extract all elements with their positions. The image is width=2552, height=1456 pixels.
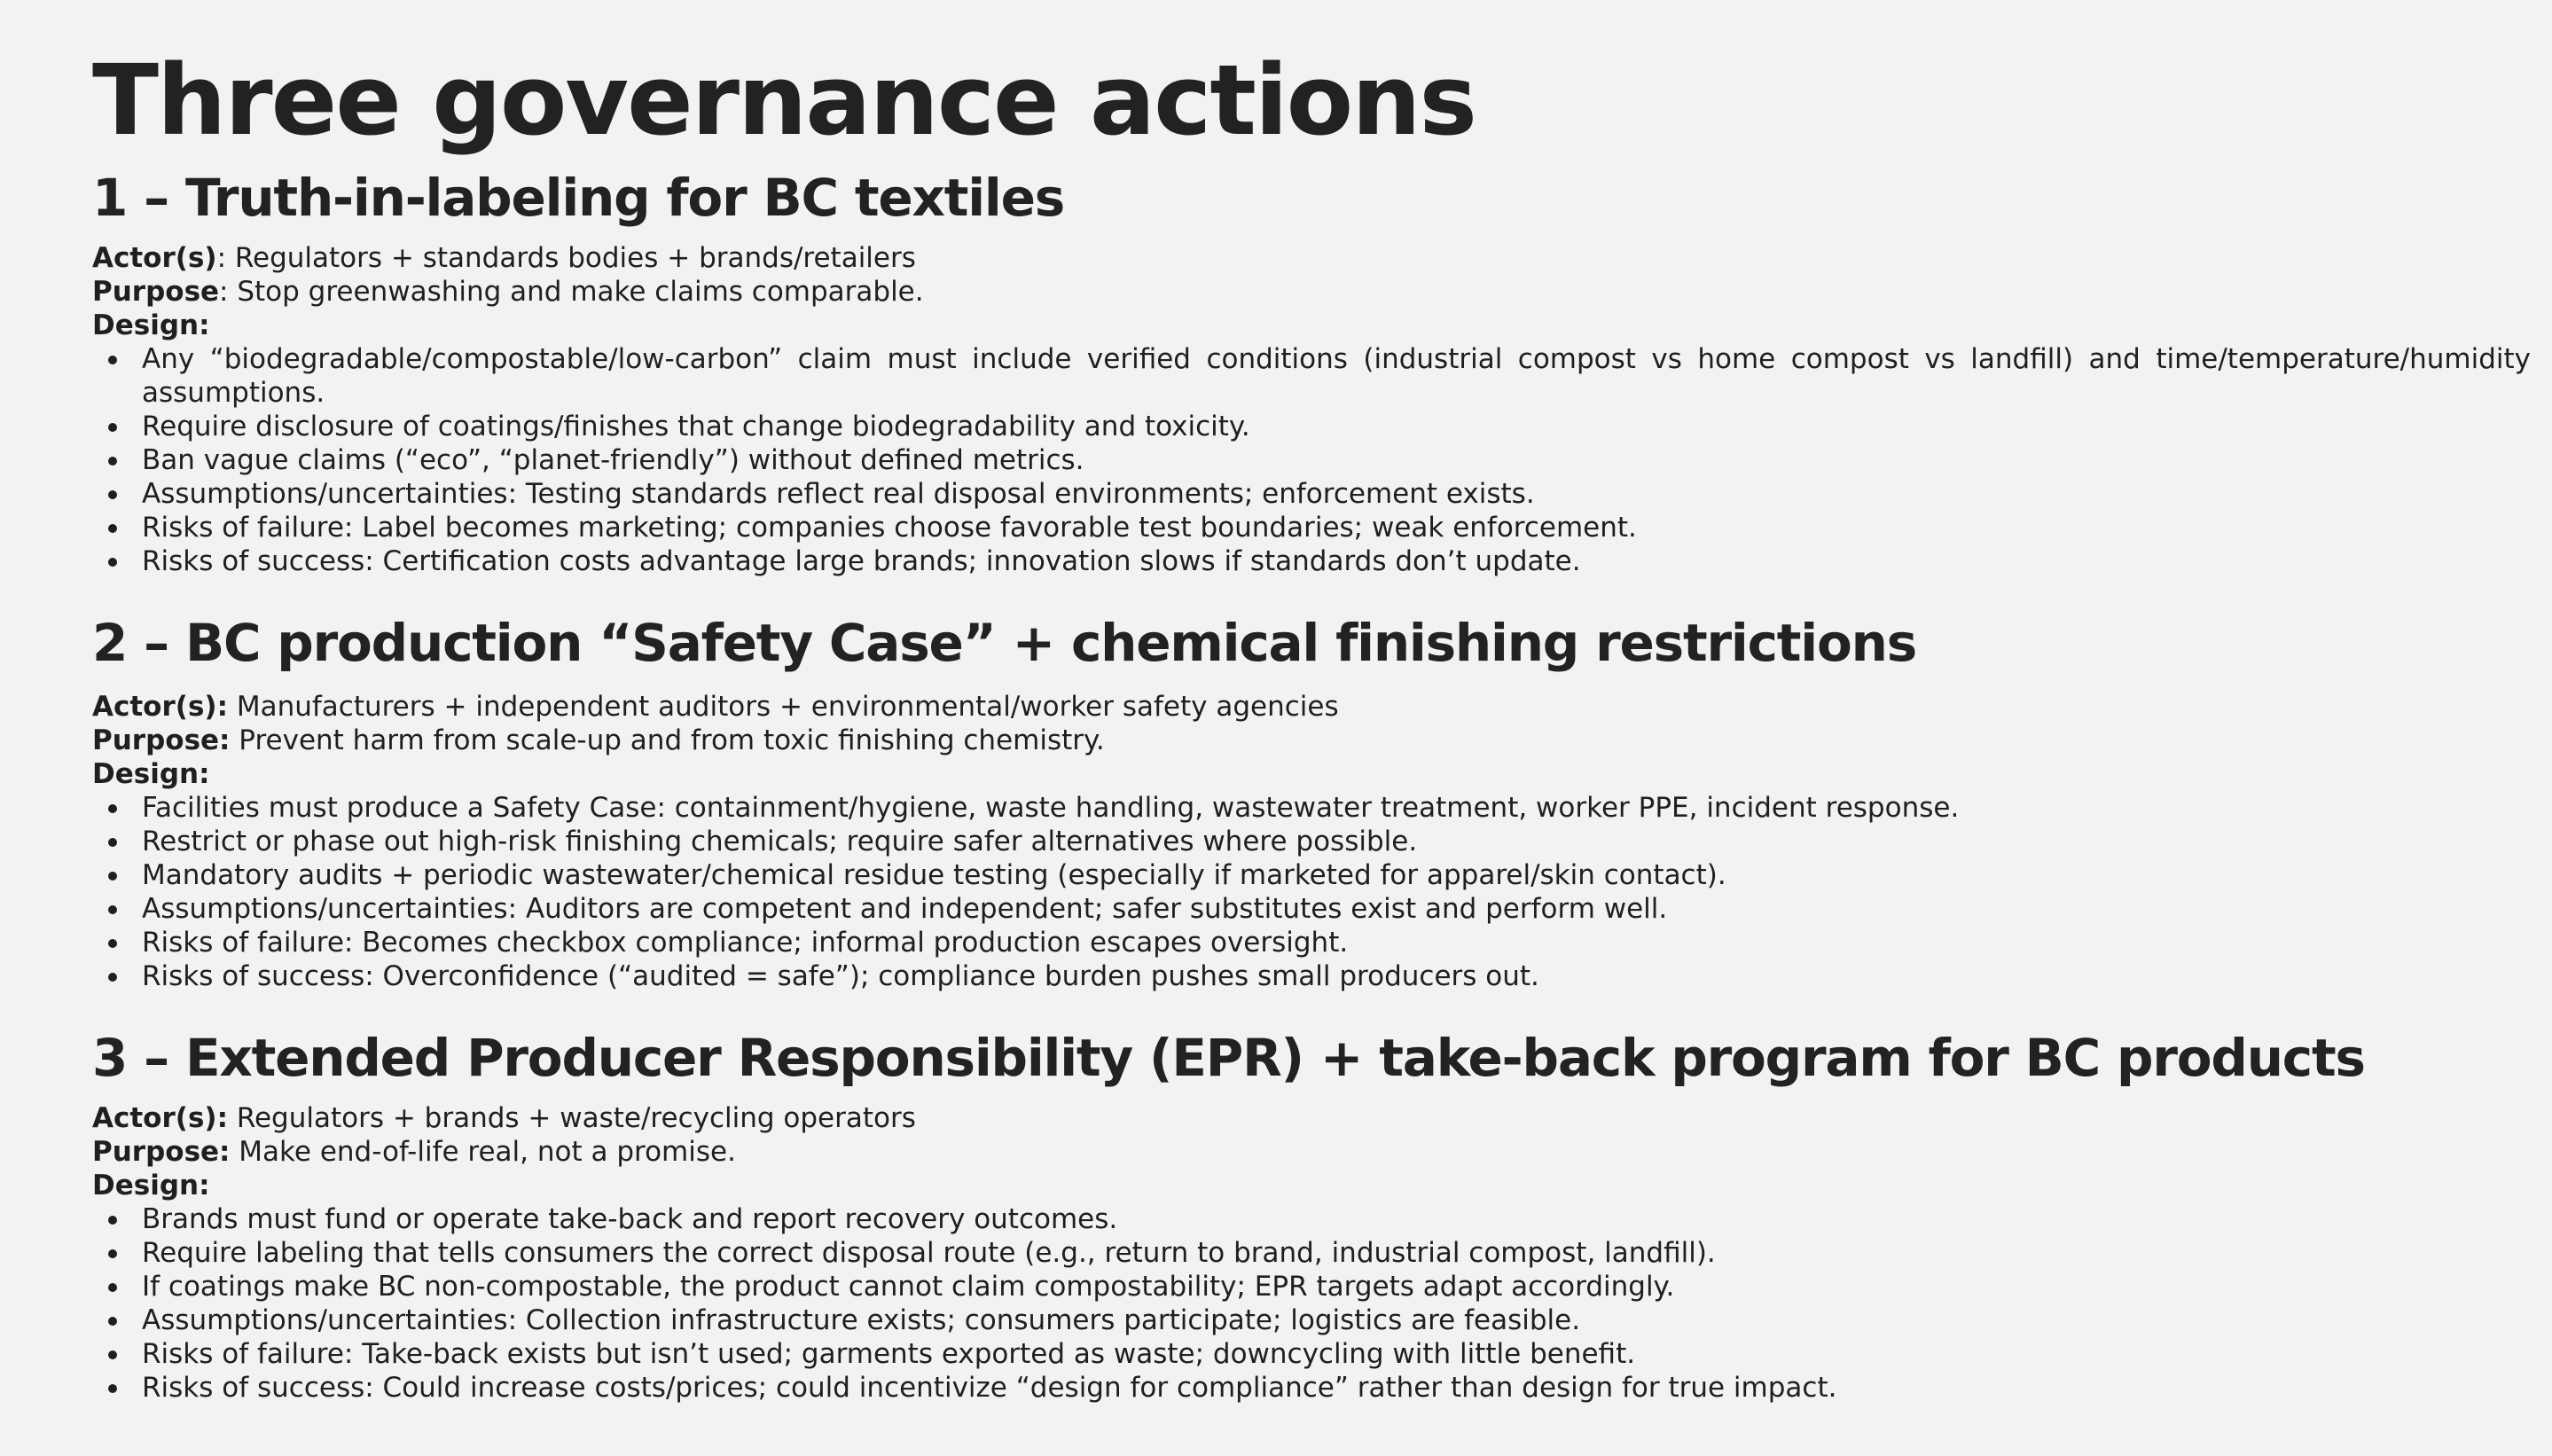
actor-separator: :: [216, 242, 227, 274]
list-item: Any “biodegradable/compostable/low-carbon” claim must include verified conditions (industrial compost vs home compost vs landfill) and time/temperature/humidity assumptions.: [92, 342, 2540, 410]
list-item: Risks of failure: Becomes checkbox compliance; informal production escapes oversight.: [92, 926, 2540, 959]
section-heading: 3 – Extended Producer Responsibility (EPR) + take-back program for BC products: [92, 1028, 2365, 1088]
slide: [92, 43, 2540, 1405]
purpose-label: Purpose: [92, 276, 220, 308]
actor-line: [92, 241, 2540, 275]
purpose-text: Stop greenwashing and make claims comparable.: [228, 276, 924, 308]
purpose-separator: :: [219, 1136, 231, 1168]
list-item: Risks of success: Overconfidence (“audited = safe”); compliance burden pushes small producers out.: [92, 959, 2540, 993]
list-item: Brands must fund or operate take-back and report recovery outcomes.: [92, 1202, 2540, 1236]
list-item: Restrict or phase out high-risk finishing chemicals; require safer alternatives where possible.: [92, 825, 2540, 858]
design-line: [92, 757, 2540, 791]
list-item: Risks of failure: Label becomes marketing; companies choose favorable test boundaries; weak enforcement.: [92, 511, 2540, 544]
actor-text: Manufacturers + independent auditors + environmental/worker safety agencies: [227, 691, 1339, 723]
design-line: [92, 1169, 2540, 1202]
purpose-line: [92, 1135, 2540, 1169]
section-heading: 2 – BC production “Safety Case” + chemical finishing restrictions: [92, 613, 1917, 673]
purpose-label-text: Purpose: [92, 1136, 220, 1168]
list-item: If coatings make BC non-compostable, the product cannot claim compostability; EPR targets adapt accordingly.: [92, 1270, 2540, 1303]
purpose-separator: :: [219, 724, 231, 756]
list-item: Assumptions/uncertainties: Auditors are competent and independent; safer substitutes exist and perform well.: [92, 892, 2540, 926]
list-item: Require labeling that tells consumers the correct disposal route (e.g., return to brand, industrial compost, landfill).: [92, 1236, 2540, 1270]
design-line: [92, 309, 2540, 342]
list-item: Risks of success: Certification costs advantage large brands; innovation slows if standards don’t update.: [92, 544, 2540, 578]
actor-label: Actor(s): [92, 242, 217, 274]
actor-label-text: Actor(s): [92, 691, 217, 723]
purpose-label: [92, 1136, 230, 1168]
purpose-line: [92, 275, 2540, 309]
list-item: Assumptions/uncertainties: Collection infrastructure exists; consumers participate; logistics are feasible.: [92, 1303, 2540, 1337]
purpose-text: Prevent harm from scale-up and from toxic finishing chemistry.: [230, 724, 1105, 756]
design-label: Design:: [92, 309, 210, 341]
design-label: Design:: [92, 1170, 210, 1202]
actor-separator: :: [216, 1102, 228, 1134]
actor-label: [92, 1102, 228, 1134]
purpose-separator: :: [219, 276, 229, 308]
purpose-label-text: Purpose: [92, 724, 220, 756]
actor-label: [92, 691, 228, 723]
list-item: Mandatory audits + periodic wastewater/chemical residue testing (especially if marketed for apparel/skin contact).: [92, 858, 2540, 892]
purpose-label: [92, 724, 230, 756]
purpose-text: Make end-of-life real, not a promise.: [230, 1136, 736, 1168]
list-item: Risks of failure: Take-back exists but isn’t used; garments exported as waste; downcycling with little benefit.: [92, 1337, 2540, 1371]
purpose-line: [92, 724, 2540, 757]
actor-line: [92, 690, 2540, 724]
section-heading: 1 – Truth-in-labeling for BC textiles: [92, 168, 1065, 228]
page-title: Three governance actions: [92, 43, 1476, 157]
list-item: Facilities must produce a Safety Case: containment/hygiene, waste handling, wastewater treatment, worker PPE, incident response.: [92, 791, 2540, 825]
section-3: [92, 1027, 2540, 1405]
section-2: [92, 612, 2540, 993]
list-item: Require disclosure of coatings/finishes that change biodegradability and toxicity.: [92, 410, 2540, 443]
actor-label-text: Actor(s): [92, 1102, 217, 1134]
design-bullet-list: [92, 1202, 2540, 1405]
actor-line: [92, 1101, 2540, 1135]
list-item: Risks of success: Could increase costs/prices; could incentivize “design for compliance” rather than design for true impact.: [92, 1371, 2540, 1405]
design-label: Design:: [92, 758, 210, 790]
list-item: Ban vague claims (“eco”, “planet-friendly”) without defined metrics.: [92, 443, 2540, 477]
list-item: Assumptions/uncertainties: Testing standards reflect real disposal environments; enforcement exists.: [92, 477, 2540, 511]
actor-separator: :: [216, 691, 228, 723]
actor-text: Regulators + standards bodies + brands/retailers: [226, 242, 916, 274]
section-1: [92, 167, 2540, 578]
design-bullet-list: [92, 342, 2540, 578]
design-bullet-list: [92, 791, 2540, 993]
actor-text: Regulators + brands + waste/recycling operators: [227, 1102, 916, 1134]
